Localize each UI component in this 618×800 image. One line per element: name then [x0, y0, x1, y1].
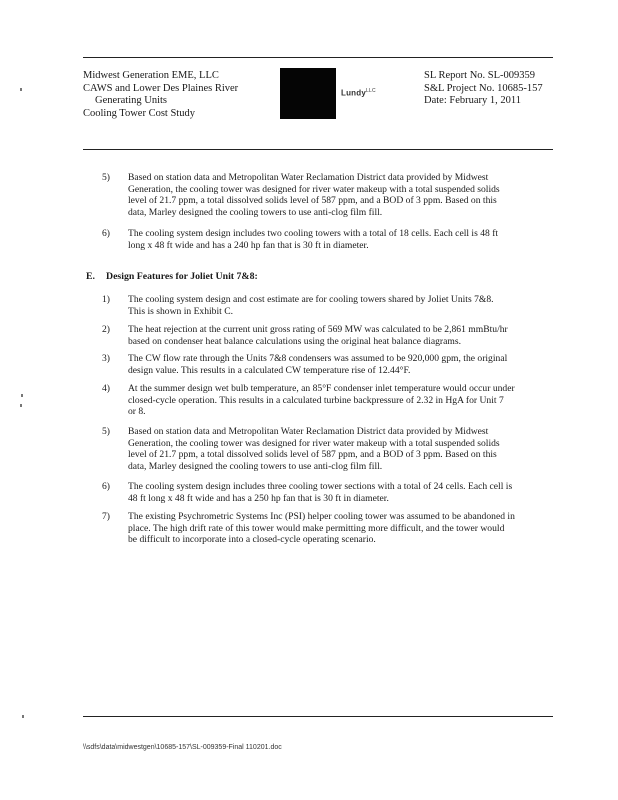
- item-number: 5): [102, 426, 110, 437]
- item-text: Based on station data and Metropolitan Water Reclamation District data provided by Midwest Generation, the cooling tower was designed for river water makeup with a total suspended solids level of 21.7 ppm, a total dissolved solids level of 587 ppm, and a BOD of 3 ppm. Based on this data, Marley designed the cooling towers to use anti-clog film fill.: [128, 172, 500, 218]
- item-number: 1): [102, 294, 110, 305]
- report-number: SL Report No. SL-009359: [424, 70, 536, 81]
- footer-file-path: \\sdfs\data\midwestgen\10685-157\SL-009359-Final 110201.doc: [83, 744, 282, 751]
- item-number: 4): [102, 383, 110, 394]
- item-text: The cooling system design includes three cooling tower sections with a total of 24 cells. Each cell is 48 ft long x 48 ft wide and has a 250 hp fan that is 30 ft in diameter.: [128, 481, 513, 504]
- item-text: The cooling system design includes two cooling towers with a total of 18 cells. Each cell is 48 ft long x 48 ft wide and has a 240 hp fan that is 30 ft in diameter.: [128, 228, 499, 251]
- study-scope-line: CAWS and Lower Des Plaines River: [83, 82, 239, 94]
- study-title: Cooling Tower Cost Study: [83, 107, 195, 119]
- item-text: The existing Psychrometric Systems Inc (PSI) helper cooling tower was assumed to be abandoned in place. The high drift rate of this tower would make permitting more difficult, and the tower would be difficult to incorporate into a closed-cycle operating scenario.: [128, 511, 515, 546]
- scan-speck: [22, 715, 24, 718]
- section-heading: [86, 271, 258, 282]
- study-scope-line-2: Generating Units: [95, 95, 168, 106]
- company-logo: [280, 68, 336, 119]
- item-text: The cooling system design and cost estimate are for cooling towers shared by Joliet Units 7&8. This is shown in Exhibit C.: [128, 294, 494, 317]
- scan-speck: [21, 394, 23, 397]
- item-text: The CW flow rate through the Units 7&8 condensers was assumed to be 920,000 gpm, the original design value. This results in a calculated CW temperature rise of 12.44°F.: [128, 353, 508, 376]
- item-number: 6): [102, 228, 110, 239]
- item-text: At the summer design wet bulb temperature, an 85°F condenser inlet temperature would occur under closed-cycle operation. This results in a calculated turbine backpressure of 2.32 in HgA for Unit 7 or 8.: [128, 383, 515, 418]
- header-right-block: [424, 70, 543, 108]
- item-number: 5): [102, 172, 110, 183]
- item-text: Based on station data and Metropolitan Water Reclamation District data provided by Midwest Generation, the cooling tower was designed for river water makeup with a total suspended solids level of 21.7 ppm, a total dissolved solids level of 587 ppm, and a BOD of 3 ppm. Based on this data, Marley designed the cooling towers to use anti-clog film fill.: [128, 426, 500, 472]
- item-number: 7): [102, 511, 110, 522]
- project-number: S&L Project No. 10685-157: [424, 82, 543, 94]
- logo-mark: LLC: [366, 88, 376, 94]
- item-number: 3): [102, 353, 110, 364]
- header-rule: [83, 57, 553, 58]
- item-number: 6): [102, 481, 110, 492]
- client-name: Midwest Generation EME, LLC: [83, 70, 219, 81]
- item-text: The heat rejection at the current unit gross rating of 569 MW was calculated to be 2,861 mmBtu/hr based on condenser heat balance calculations using the original heat balance diagrams.: [128, 324, 508, 347]
- company-logo-text: Lundy$^{LLC}$: [341, 88, 376, 98]
- report-date: Date: February 1, 2011: [424, 95, 522, 106]
- header-bottom-rule: [83, 149, 553, 150]
- scan-speck: [20, 88, 22, 91]
- section-letter: E.: [86, 271, 95, 282]
- item-number: 2): [102, 324, 110, 335]
- footer-rule: [83, 716, 553, 717]
- scan-speck: [20, 404, 22, 407]
- section-title: Design Features for Joliet Unit 7&8:: [106, 271, 258, 282]
- header-left-block: [83, 70, 238, 120]
